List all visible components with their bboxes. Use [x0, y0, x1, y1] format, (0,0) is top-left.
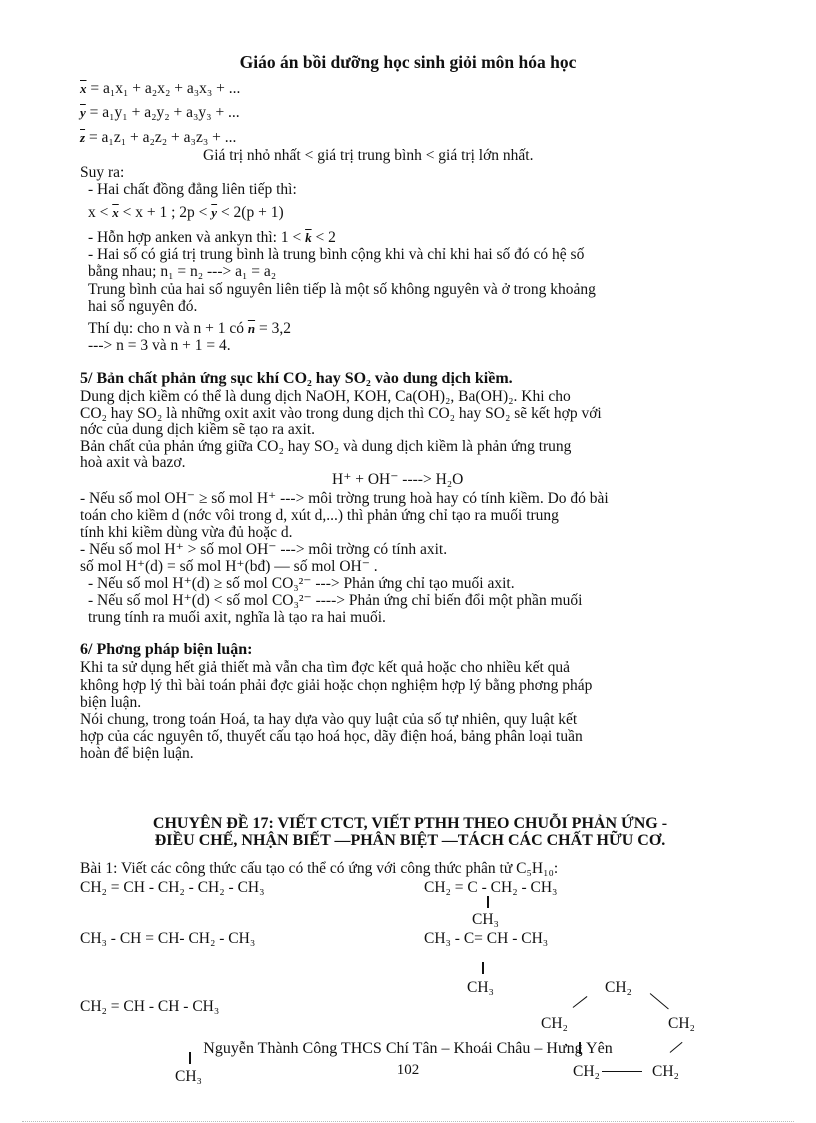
- page-footer: Nguyễn Thành Công THCS Chí Tân – Khoái Châu – Hưng Yên: [203, 1040, 613, 1057]
- bond-line: [482, 962, 484, 974]
- ring-ch2-left: CH₂: [541, 1015, 568, 1032]
- s6-line: Khi ta sử dụng hết giả thiết mà vẫn cha tìm đợc kết quả hoặc cho nhiều kết quả: [80, 659, 571, 676]
- mean-x-line: [80, 80, 240, 97]
- bullet-average: - Hai số có giá trị trung bình là trung bình cộng khi và chỉ khi hai số đó có hệ số: [88, 246, 585, 263]
- example-line: Thí dụ: cho n và n + 1 có $\overline{n} = 3,2$: [88, 320, 291, 337]
- x-bar-symbol: $\overline{x}$: [80, 81, 87, 96]
- s5-line: - Nếu số mol OH⁻ ≥ số mol H⁺ ---> môi trờng trung hoà hay có tính kiềm. Do đó bài: [80, 490, 609, 507]
- topic-heading-line2: ĐIỀU CHẾ, NHẬN BIẾT —PHÂN BIỆT —TÁCH CÁC CHẤT HỮU CƠ.: [154, 832, 666, 849]
- formula-2-methylbut-1-ene: CH₂ = C - CH₂ - CH₃: [424, 879, 558, 896]
- substituent-ch3: CH₃: [472, 911, 499, 928]
- topic-heading-line1: CHUYÊN ĐỀ 17: VIẾT CTCT, VIẾT PTHH THEO CHUỖI PHẢN ỨNG -: [152, 815, 668, 832]
- s5-bullet: trung tính ra muối axit, nghĩa là tạo ra hai muối.: [88, 609, 386, 626]
- ring-bond: [650, 993, 669, 1009]
- x-bar-symbol: $\overline{x}$: [112, 205, 119, 220]
- z-bar-symbol: $\overline{z}$: [80, 130, 86, 145]
- ring-bond: [573, 996, 588, 1008]
- s5-line: nớc của dung dịch kiềm sẽ tạo ra axit.: [80, 421, 316, 438]
- bullet-homolog: - Hai chất đồng đẳng liên tiếp thì:: [88, 181, 297, 198]
- formula-3-methylbut-1-ene: CH₂ = CH - CH - CH₃: [80, 998, 220, 1015]
- substituent-ch3: CH₃: [175, 1068, 202, 1085]
- k-bar-symbol: $\overline{k}$: [305, 230, 312, 245]
- para-integers-cont: hai số nguyên đó.: [88, 298, 198, 315]
- s5-bullet: - Nếu số mol H⁺(d) ≥ số mol CO₃²⁻ ---> Phản ứng chỉ tạo muối axit.: [88, 575, 515, 592]
- y-bar-symbol: $\overline{y}$: [211, 205, 218, 220]
- homolog-formula: $x < \overline{x} < x + 1$ ; $2p < \overline{y} < 2(p + 1)$: [88, 204, 284, 221]
- n-bar-symbol: $\overline{n}$: [247, 321, 256, 336]
- formula-pent-2-ene: CH₃ - CH = CH- CH₂ - CH₃: [80, 930, 256, 947]
- s5-line: hoà axit và bazơ.: [80, 454, 186, 471]
- page-number: 102: [396, 1062, 420, 1078]
- para-integers: Trung bình của hai số nguyên liên tiếp là một số không nguyên và ở trong khoảng: [88, 281, 596, 298]
- formula-2-methylbut-2-ene: CH₃ - C= CH - CH₃: [424, 930, 549, 947]
- page-bottom-border: [22, 1121, 794, 1122]
- exercise-1: Bài 1: Viết các công thức cấu tạo có thể có ứng với công thức phân tử C₅H₁₀:: [80, 860, 559, 877]
- s5-bullet: - Nếu số mol H⁺(d) < số mol CO₃²⁻ ----> Phản ứng chỉ biến đổi một phần muối: [88, 592, 583, 609]
- s5-line: tính khi kiềm dùng vừa đủ hoặc d.: [80, 524, 293, 541]
- y-bar-symbol: $\overline{y}$: [80, 105, 86, 120]
- s6-line: hợp của các nguyên tố, thuyết cấu tạo hoá học, dãy điện hoá, bảng phân loại tuần: [80, 728, 583, 745]
- s6-line: Nói chung, trong toán Hoá, ta hay dựa vào quy luật của số tự nhiên, quy luật kết: [80, 711, 578, 728]
- s6-line: biện luận.: [80, 694, 142, 711]
- bullet-average-cont: bằng nhau; n₁ = n₂ ---> a₁ = a₂: [88, 263, 277, 280]
- ring-ch2-top: CH₂: [605, 979, 632, 996]
- mean-y-line: [80, 104, 240, 121]
- mean-z-line: [80, 129, 236, 146]
- s5-line: toán cho kiềm d (nớc vôi trong d, xút d,...) thì phản ứng chỉ tạo ra muối trung: [80, 507, 559, 524]
- formula-pent-1-ene: CH₂ = CH - CH₂ - CH₂ - CH₃: [80, 879, 265, 896]
- suy-ra: Suy ra:: [80, 164, 125, 181]
- s5-line: CO₂ hay SO₂ là những oxit axit vào trong dung dịch thì CO₂ hay SO₂ sẽ kết hợp với: [80, 405, 602, 422]
- mean-z-expr: = a₁z₁ + a₂z₂ + a₃z₃ + ...: [85, 129, 237, 146]
- inequality-line: Giá trị nhỏ nhất < giá trị trung bình < giá trị lớn nhất.: [203, 147, 534, 164]
- mean-y-expr: = a₁y₁ + a₂y₂ + a₃y₃ + ...: [85, 104, 240, 121]
- neutralization-equation: H⁺ + OH⁻ ----> H₂O: [332, 471, 464, 488]
- mean-x-expr: = a₁x₁ + a₂x₂ + a₃x₃ + ...: [86, 80, 241, 97]
- ring-ch2-bottom-right: CH₂: [652, 1063, 679, 1080]
- substituent-ch3: CH₃: [467, 979, 494, 996]
- s5-line: - Nếu số mol H⁺ > số mol OH⁻ ---> môi trờng có tính axit.: [80, 541, 448, 558]
- page-title: Giáo án bồi dưỡng học sinh giỏi môn hóa học: [239, 52, 577, 72]
- bullet-alkene: - Hỗn hợp anken và ankyn thì: $1 < \overline{k} < 2$: [88, 229, 336, 246]
- s5-line: số mol H⁺(d) = số mol H⁺(bđ) — số mol OH⁻ .: [80, 558, 378, 575]
- s5-line: Bản chất của phản ứng giữa CO₂ hay SO₂ và dung dịch kiềm là phản ứng trung: [80, 438, 572, 455]
- section-6-heading: 6/ Phơng pháp biện luận:: [80, 641, 253, 658]
- ring-ch2-bottom-left: CH₂: [573, 1063, 600, 1080]
- s6-line: không hợp lý thì bài toán phải đợc giải hoặc chọn nghiệm hợp lý bằng phơng pháp: [80, 677, 593, 694]
- ring-ch2-right: CH₂: [668, 1015, 695, 1032]
- section-5-heading: 5/ Bản chất phản ứng sục khí CO₂ hay SO₂ vào dung dịch kiềm.: [80, 370, 513, 387]
- example-result: ---> n = 3 và n + 1 = 4.: [88, 337, 231, 354]
- s5-line: Dung dịch kiềm có thể là dung dịch NaOH, KOH, Ca(OH)₂, Ba(OH)₂. Khi cho: [80, 388, 571, 405]
- s6-line: hoàn để biện luận.: [80, 745, 194, 762]
- bond-line: [487, 896, 489, 908]
